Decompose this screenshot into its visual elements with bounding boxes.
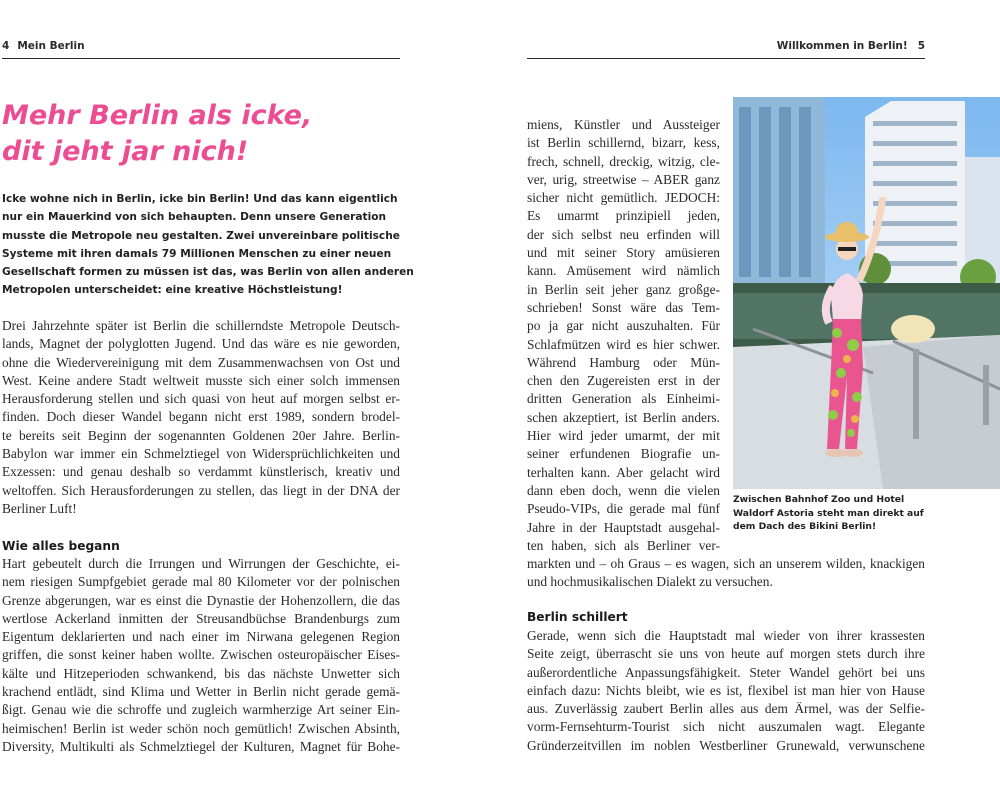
body-line: Grenze abgerungen, war es einst die Dynastie der Hohenzollern, die das — [2, 592, 400, 608]
body-line: in Berlin seit jeher ganz großge- — [527, 281, 720, 297]
body-line: Pseudo-VIPs, die gerade mal fünf — [527, 501, 720, 517]
body-line: Drei Jahrzehnte später ist Berlin die schillerndste Metropole Deutsch- — [2, 318, 400, 333]
body-line: einfach dazu: Nichts bleibt, wie es ist, flexibel ist man hier von Hause — [527, 682, 925, 698]
photo-illustration — [733, 97, 1000, 489]
body-line: und mit seiner Story amüsieren — [527, 245, 720, 261]
body-line: Babylon war immer ein Schmelztiegel von Widersprüchlichkeiten und — [2, 446, 400, 462]
body-line: heimischen! Berlin ist weder schön noch gemütlich! Zwischen Absinth, — [2, 720, 400, 736]
caption-line: Zwischen Bahnhof Zoo und Hotel — [733, 494, 905, 505]
body-line: vorm-Fernsehturm-Tourist sich nicht auszumalen wagt. Elegante — [527, 719, 925, 735]
body-line: West. Keine andere Stadt weltweit musste sich einer solch immensen — [2, 372, 400, 388]
section-paragraph-right — [527, 627, 925, 755]
intro-line: Gesellschaft formen zu müssen ist das, was Berlin von allen anderen — [2, 266, 414, 279]
body-line: terhalten kann. Aber gelacht wird — [527, 464, 720, 480]
body-line: Diversity, Multikulti als Schmelztiegel der Kulturen, Magnet für Bohe- — [2, 738, 400, 754]
body-line: Exzessen: und genau deshalb so verdammt künstlerisch, kreativ und — [2, 464, 400, 480]
body-line: außerordentliche Anpassungsfähigkeit. Steter Wandel gehört bei uns — [527, 664, 925, 680]
body-line: miens, Künstler und Aussteiger — [527, 117, 720, 132]
chapter-title — [2, 98, 400, 170]
page-number-left: 4 — [2, 40, 10, 52]
page-number-right: 5 — [917, 40, 925, 52]
section-heading-left: Wie alles begann — [2, 539, 120, 553]
body-line: ver, urig, streetwise – ABER ganz — [527, 171, 720, 187]
body-line: lands, Magnet der polyglotten Jugend. Und das wäre es nie geworden, — [2, 336, 400, 352]
body-line: kann. Amüsement wird nämlich — [527, 263, 720, 279]
body-line: frech, schnell, dreckig, witzig, cle- — [527, 153, 720, 169]
body-paragraph-1 — [2, 317, 400, 518]
body-line: te bereits seit Beginn der sogenannten Goldenen 20er Jahre. Berlin- — [2, 427, 400, 443]
chapter-title-line: dit jeht jar nich! — [2, 136, 249, 167]
intro-line: musste die Metropole neu gestalten. Zwei unvereinbare politische — [2, 229, 400, 242]
body-line: ßigt. Genau wie die schroffe und zugleich warmherzige Art seiner Ein- — [2, 702, 400, 718]
body-line: krachend entlädt, sind Klima und Wetter in Berlin nicht gerade gemä- — [2, 684, 400, 700]
body-line: nem riesigen Sumpfgebiet gerade mal 80 Kilometer vor der polnischen — [2, 574, 400, 590]
intro-line: Metropolen unterscheidet: eine kreative Höchstleistung! — [2, 284, 343, 297]
section-paragraph-left — [2, 555, 400, 756]
running-head-left — [2, 40, 400, 59]
caption-line: Waldorf Astoria steht man direkt auf — [733, 507, 924, 519]
intro-paragraph — [2, 190, 414, 300]
body-line: Gerade, wenn sich die Hauptstadt mal wieder von ihrer krassesten — [527, 628, 925, 643]
full-width-continuation — [527, 555, 925, 592]
body-line: wertlose Ackerland inmitten der Streusandbüchse Brandenburgs zum — [2, 610, 400, 626]
body-line: Eigentum deklarierten und nach einer im Nirwana gelegenen Region — [2, 629, 400, 645]
running-head-title-right: Willkommen in Berlin! — [776, 40, 908, 52]
body-line: Jahre in der Hauptstadt ausgehal- — [527, 519, 720, 535]
body-line: Seite zeigt, überrascht sie uns von heute auf morgen stets durch ihre — [527, 646, 925, 662]
body-line: po ja gar nicht auszuhalten. Für — [527, 318, 720, 334]
body-line: der sich selbst neu erfinden will — [527, 226, 720, 242]
body-line: Hart gebeutelt durch die Irrungen und Wirrungen der Geschichte, ei- — [2, 556, 400, 571]
chapter-title-line: Mehr Berlin als icke, — [2, 100, 313, 131]
body-line: Herausforderung stellen und sich quasi von heut auf morgen selbst er- — [2, 391, 400, 407]
photo-woman-on-bikini-roof — [733, 97, 1000, 489]
body-line: ten haben, sich als Berliner ver- — [527, 537, 720, 553]
right-page — [527, 0, 927, 800]
body-line: Berliner Luft! — [2, 500, 77, 516]
body-line: schen akzeptiert, ist Berlin anders. — [527, 409, 720, 425]
intro-line: nur ein Mauerkind von sich behaupten. Denn unsere Generation — [2, 211, 387, 224]
body-line: ist Berlin schillernd, bizarr, kess, — [527, 135, 720, 151]
running-head-right — [527, 40, 925, 59]
left-page — [0, 0, 414, 800]
body-line: Schlafmützen wird es hier schwer. — [527, 336, 720, 352]
body-line: Es umarmt prinzipiell jeden, — [527, 208, 720, 224]
body-line: kälte und Hitzeperioden schwankend, bis das nächste Unwetter sich — [2, 665, 400, 681]
intro-line: Icke wohne nich in Berlin, icke bin Berlin! Und das kann eigentlich — [2, 193, 398, 205]
body-line: aus. Zuverlässig zaubert Berlin alles aus dem Ärmel, was der Selfie- — [527, 701, 925, 717]
body-line: sicher nicht gemütlich. JEDOCH: — [527, 190, 720, 206]
body-line: ohne die Wiedervereinigung mit dem Zusammenwachsen von Ost und — [2, 354, 400, 370]
body-line: chen den Zugereisten erst in der — [527, 373, 720, 389]
body-line: griffen, die sonst keiner haben wollte. Zwischen osteuropäischer Eises- — [2, 647, 400, 663]
body-line: schrieben! Sonst wäre das Tem- — [527, 299, 720, 315]
body-line: dann eben doch, wenn die vielen — [527, 482, 720, 498]
body-line: seiner erfundenen Biografie un- — [527, 446, 720, 462]
body-line: Während Hamburg oder Mün- — [527, 354, 720, 370]
body-line: dritten Generation als Einheimi- — [527, 391, 720, 407]
narrow-column-text — [527, 116, 720, 555]
photo-caption — [733, 493, 933, 534]
body-line: und hochmusikalischen Dialekt zu versuchen. — [527, 574, 773, 590]
body-line: Hier wird jeder umarmt, der mit — [527, 428, 720, 444]
body-line: finden. Doch dieser Wandel begann nicht erst 1989, sondern brodel- — [2, 409, 400, 425]
body-line: markten und – oh Graus – es wagen, sich an unserem wilden, knackigen — [527, 556, 925, 571]
body-line: weltoffen. Sich Herausforderungen zu stellen, das liegt in der DNA der — [2, 482, 400, 498]
intro-line: Systeme mit ihren damals 79 Millionen Menschen zu einer neuen — [2, 247, 392, 260]
body-line: Gründerzeitvillen im noblen Westberliner Grunewald, verwunschene — [527, 737, 925, 753]
section-heading-right: Berlin schillert — [527, 610, 628, 624]
caption-line: dem Dach des Bikini Berlin! — [733, 521, 877, 532]
running-head-title-left: Mein Berlin — [17, 40, 85, 52]
